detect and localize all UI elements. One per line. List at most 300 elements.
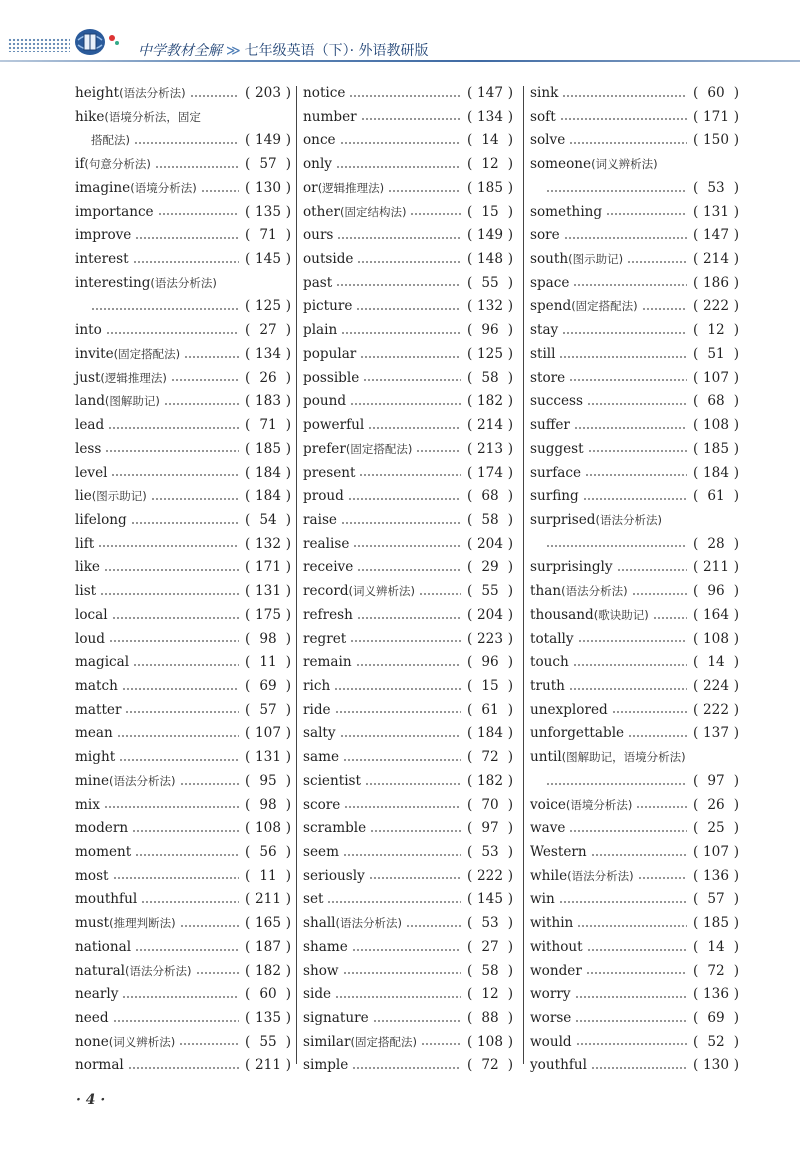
entry-headword: just	[75, 369, 101, 386]
paren-open: (	[245, 535, 251, 552]
entry-headword: record	[303, 583, 349, 600]
entry-word	[530, 153, 739, 176]
paren-open: (	[467, 132, 473, 149]
index-entry	[75, 82, 291, 105]
page-reference	[245, 438, 291, 461]
entry-method-note: (语境分析法)	[565, 797, 633, 812]
page-reference	[467, 580, 513, 603]
page-ref-number: 125	[477, 345, 503, 362]
page-reference	[467, 177, 513, 200]
entry-word	[75, 936, 131, 959]
page-ref-number: 211	[255, 891, 281, 908]
paren-open: (	[693, 1057, 699, 1074]
page-reference	[467, 604, 513, 627]
dot-leader	[369, 877, 461, 879]
index-entry	[303, 438, 513, 461]
paren-close: )	[285, 464, 291, 481]
paren-close: )	[733, 606, 739, 623]
paren-close: )	[733, 796, 739, 813]
page-reference	[693, 983, 739, 1006]
dot-leader	[343, 854, 461, 856]
page-ref-number: 14	[481, 132, 499, 149]
entry-word	[303, 153, 332, 176]
index-entry	[530, 888, 739, 911]
dot-leader	[337, 237, 461, 239]
entry-headword: pound	[303, 393, 347, 410]
paren-open: (	[693, 915, 699, 932]
index-entry	[303, 153, 513, 176]
paren-close: )	[507, 867, 513, 884]
page-ref-number: 107	[703, 844, 729, 860]
entry-headword: regret	[303, 630, 347, 647]
page-ref-number: 134	[255, 345, 281, 362]
dot-leader	[569, 830, 687, 832]
paren-close: )	[285, 322, 291, 339]
paren-close: )	[285, 891, 291, 908]
paren-close: )	[507, 464, 513, 481]
index-entry	[303, 201, 513, 224]
paren-open: (	[693, 701, 699, 718]
page-ref-number: 14	[707, 654, 725, 671]
page-reference	[245, 912, 291, 935]
entry-headword: possible	[303, 369, 360, 386]
dot-leader	[416, 450, 461, 452]
entry-word	[530, 295, 638, 318]
entry-headword: worse	[530, 1010, 572, 1027]
paren-open: (	[245, 844, 251, 860]
page-ref-number: 55	[481, 274, 499, 291]
entry-word	[303, 912, 402, 935]
dot-leader	[336, 166, 461, 168]
index-entry	[303, 580, 513, 603]
dot-leader	[340, 142, 461, 144]
paren-open: (	[245, 1010, 251, 1027]
page-reference	[245, 651, 291, 674]
page-reference	[693, 936, 739, 959]
page-reference	[245, 153, 291, 176]
index-entry	[75, 651, 291, 674]
paren-open: (	[467, 772, 473, 789]
index-entry	[530, 177, 739, 200]
dot-leader	[91, 308, 239, 310]
entry-word	[530, 248, 623, 271]
entry-method-note: (固定搭配法)	[113, 346, 181, 361]
page-reference	[467, 390, 513, 413]
index-entry	[530, 699, 739, 722]
paren-open: (	[693, 891, 699, 908]
page-reference	[245, 319, 291, 342]
page-reference	[693, 129, 739, 152]
index-entry	[75, 153, 291, 176]
dot-leader	[104, 569, 239, 571]
page-reference	[693, 201, 739, 224]
dot-leader	[410, 213, 461, 215]
paren-close: )	[733, 559, 739, 576]
entry-headword: someone	[530, 156, 592, 173]
paren-close: )	[285, 820, 291, 837]
page-reference	[467, 722, 513, 745]
paren-open: (	[467, 915, 473, 932]
index-entry	[303, 295, 513, 318]
entry-method-note: (图示助记)	[91, 489, 147, 504]
index-entry	[303, 841, 513, 864]
paren-close: )	[285, 725, 291, 742]
page-reference	[245, 414, 291, 437]
paren-open: (	[467, 891, 473, 908]
entry-word	[75, 960, 192, 983]
index-entry	[75, 319, 291, 342]
entry-word	[75, 580, 96, 603]
entry-method-note: (语法分析法)	[125, 963, 192, 978]
page-ref-number: 184	[703, 464, 729, 481]
page-reference	[693, 533, 739, 556]
dot-leader	[352, 1067, 461, 1069]
index-entry	[303, 82, 513, 105]
page-reference	[693, 1031, 739, 1054]
entry-headword: success	[530, 393, 583, 410]
entry-word	[303, 628, 346, 651]
dot-leader	[113, 1020, 239, 1022]
index-entry	[75, 343, 291, 366]
page-ref-number: 61	[481, 701, 499, 718]
paren-close: )	[507, 203, 513, 220]
dot-leader	[357, 261, 461, 263]
entry-word	[530, 319, 558, 342]
entry-word	[75, 746, 115, 769]
page-reference	[467, 628, 513, 651]
page-reference	[467, 248, 513, 271]
entry-word	[75, 177, 197, 200]
index-entry	[75, 295, 291, 318]
dot-leader	[569, 688, 687, 690]
dot-leader	[591, 1067, 687, 1069]
index-entry	[303, 770, 513, 793]
page-ref-number: 60	[259, 986, 277, 1003]
entry-word	[303, 533, 349, 556]
dot-leader	[357, 569, 461, 571]
index-entry	[303, 248, 513, 271]
entry-headword: shall	[303, 915, 336, 932]
entry-headword: nearly	[75, 986, 119, 1003]
entry-headword: seriously	[303, 867, 365, 884]
index-entry	[530, 201, 739, 224]
index-entry	[75, 841, 291, 864]
entry-headword: suffer	[530, 417, 570, 434]
page-ref-number: 148	[477, 251, 503, 268]
index-entry	[530, 485, 739, 508]
index-entry	[530, 628, 739, 651]
index-entry	[75, 770, 291, 793]
entry-word	[303, 722, 336, 745]
index-entry	[75, 129, 291, 152]
page-ref-number: 97	[481, 820, 499, 837]
entry-headword: plain	[303, 322, 338, 339]
paren-close: )	[507, 1010, 513, 1027]
paren-close: )	[733, 1033, 739, 1050]
page-reference	[467, 485, 513, 508]
dot-leader	[356, 308, 461, 310]
dot-leader	[125, 711, 239, 713]
entry-method-note: (逻辑推理法)	[100, 370, 167, 385]
paren-close: )	[285, 867, 291, 884]
dot-leader	[334, 688, 461, 690]
page-reference	[467, 106, 513, 129]
entry-method-note: (逻辑推理法)	[317, 180, 385, 195]
paren-close: )	[285, 535, 291, 552]
entry-method-note: (语境分析法，固定	[104, 109, 201, 124]
entry-method-note: (固定搭配法)	[571, 299, 638, 314]
page-ref-number: 174	[477, 464, 503, 481]
page-ref-number: 53	[707, 179, 725, 196]
index-entry	[530, 604, 739, 627]
index-entry	[530, 367, 739, 390]
dot-leader	[419, 593, 461, 595]
entry-headword: level	[75, 464, 108, 481]
dot-leader	[135, 854, 239, 856]
paren-close: )	[507, 962, 513, 979]
entry-headword: surprised	[530, 511, 596, 528]
page-reference	[693, 390, 739, 413]
paren-close: )	[507, 132, 513, 149]
entry-headword: lifelong	[75, 511, 127, 528]
entry-word	[303, 1054, 348, 1077]
entry-method-note: (词义辨析法)	[591, 157, 658, 172]
dot-leader	[356, 664, 461, 666]
page-ref-number: 56	[259, 844, 277, 860]
page-reference	[693, 651, 739, 674]
paren-open: (	[693, 274, 699, 291]
dot-leader	[350, 640, 461, 642]
page-ref-number: 213	[477, 440, 503, 457]
paren-close: )	[733, 132, 739, 149]
paren-close: )	[507, 369, 513, 386]
page-reference	[467, 1007, 513, 1030]
dot-leader	[180, 925, 239, 927]
entry-word	[530, 936, 583, 959]
entry-headword: still	[530, 345, 556, 362]
dot-leader	[158, 213, 239, 215]
entry-word	[75, 153, 151, 176]
paren-close: )	[733, 298, 739, 315]
paren-open: (	[693, 796, 699, 813]
entry-headword: interesting	[75, 274, 151, 291]
index-entry	[530, 1031, 739, 1054]
entry-word	[303, 177, 384, 200]
dot-leader	[122, 688, 239, 690]
entry-headword: wave	[530, 820, 566, 837]
paren-open: (	[467, 345, 473, 362]
page-ref-number: 222	[477, 867, 503, 884]
entry-headword: store	[530, 369, 566, 386]
paren-open: (	[245, 132, 251, 149]
dot-leader	[108, 427, 239, 429]
page-reference	[693, 556, 739, 579]
paren-open: (	[693, 820, 699, 837]
entry-headword: like	[75, 559, 100, 576]
paren-close: )	[507, 345, 513, 362]
index-entry	[303, 106, 513, 129]
dot-leader	[617, 569, 687, 571]
index-entry	[75, 462, 291, 485]
paren-close: )	[285, 844, 291, 860]
index-entry	[303, 414, 513, 437]
entry-headword: ours	[303, 227, 334, 244]
page-reference	[693, 817, 739, 840]
page-reference	[693, 177, 739, 200]
entry-headword: or	[303, 179, 318, 196]
index-entry	[75, 177, 291, 200]
entry-method-note: (固定搭配法)	[345, 441, 413, 456]
paren-open: (	[245, 820, 251, 837]
index-entry	[530, 912, 739, 935]
page-ref-number: 107	[703, 369, 729, 386]
page-ref-number: 15	[481, 203, 499, 220]
paren-close: )	[733, 393, 739, 410]
entry-headword: modern	[75, 820, 129, 837]
paren-close: )	[285, 156, 291, 173]
entry-word	[303, 485, 344, 508]
dot-leader	[341, 332, 461, 334]
dot-leader	[155, 166, 239, 168]
paren-close: )	[733, 654, 739, 671]
paren-open: (	[693, 677, 699, 694]
paren-close: )	[285, 915, 291, 932]
paren-open: (	[467, 203, 473, 220]
dot-leader	[575, 996, 688, 998]
dot-leader	[343, 759, 461, 761]
entry-headword: sink	[530, 85, 559, 101]
entry-headword: sore	[530, 227, 560, 244]
dot-leader	[562, 95, 687, 97]
page-number: · 4 ·	[76, 1092, 106, 1108]
page-ref-number: 98	[259, 630, 277, 647]
paren-open: (	[693, 203, 699, 220]
entry-headword: present	[303, 464, 356, 481]
entry-word	[75, 390, 160, 413]
index-entry	[75, 960, 291, 983]
paren-close: )	[733, 251, 739, 268]
paren-close: )	[507, 1033, 513, 1050]
dot-leader	[546, 545, 687, 547]
entry-word	[303, 983, 331, 1006]
entry-word	[530, 817, 565, 840]
dot-leader	[569, 379, 687, 381]
entry-method-note: (词义辨析法)	[108, 1034, 176, 1049]
paren-open: (	[693, 322, 699, 339]
entry-headword: spend	[530, 298, 572, 315]
entry-headword: within	[530, 915, 574, 932]
paren-close: )	[507, 559, 513, 576]
page-reference	[467, 295, 513, 318]
entry-word	[303, 960, 339, 983]
paren-open: (	[245, 749, 251, 766]
page-ref-number: 131	[255, 749, 281, 766]
paren-close: )	[285, 986, 291, 1003]
dot-leader	[562, 332, 687, 334]
index-entry	[303, 722, 513, 745]
paren-close: )	[285, 677, 291, 694]
page-reference	[245, 224, 291, 247]
page-reference	[467, 865, 513, 888]
paren-close: )	[733, 725, 739, 742]
page-ref-number: 204	[477, 535, 503, 552]
page-ref-number: 145	[255, 251, 281, 268]
page-reference	[693, 960, 739, 983]
page-ref-number: 58	[481, 369, 499, 386]
paren-open: (	[467, 488, 473, 505]
page-ref-number: 69	[259, 677, 277, 694]
dot-leader	[201, 190, 239, 192]
paren-close: )	[733, 677, 739, 694]
page-ref-number: 52	[707, 1033, 725, 1050]
entry-word	[530, 485, 579, 508]
index-entry	[75, 604, 291, 627]
dot-leader	[632, 593, 687, 595]
paren-open: (	[467, 725, 473, 742]
page-ref-number: 183	[255, 393, 281, 410]
page-reference	[245, 82, 291, 105]
paren-open: (	[245, 488, 251, 505]
page-reference	[245, 817, 291, 840]
entry-word	[303, 201, 406, 224]
entry-word	[530, 1007, 571, 1030]
dot-leader	[105, 450, 239, 452]
index-entry	[530, 462, 739, 485]
entry-word	[75, 485, 147, 508]
paren-open: (	[693, 85, 699, 101]
index-entry	[530, 770, 739, 793]
entry-headword: list	[75, 583, 97, 600]
paren-close: )	[733, 535, 739, 552]
dot-leader	[368, 427, 461, 429]
paren-open: (	[467, 535, 473, 552]
entry-word	[303, 414, 364, 437]
page-reference	[693, 699, 739, 722]
dot-leader	[111, 474, 239, 476]
paren-open: (	[693, 1033, 699, 1050]
page-reference	[467, 960, 513, 983]
paren-close: )	[507, 535, 513, 552]
index-entry	[303, 604, 513, 627]
page-ref-number: 88	[481, 1010, 499, 1027]
entry-method-note: (固定结构法)	[339, 204, 407, 219]
paren-open: (	[693, 132, 699, 149]
paren-close: )	[285, 203, 291, 220]
dot-leader	[184, 356, 239, 358]
page-reference	[693, 414, 739, 437]
paren-close: )	[285, 1033, 291, 1050]
entry-word	[530, 414, 570, 437]
page-reference	[693, 319, 739, 342]
entry-word	[303, 817, 366, 840]
page-ref-number: 132	[477, 298, 503, 315]
page-ref-number: 136	[703, 986, 729, 1003]
page-reference	[693, 770, 739, 793]
page-reference	[245, 699, 291, 722]
index-entry	[303, 628, 513, 651]
paren-close: )	[285, 511, 291, 528]
entry-word	[530, 841, 587, 864]
paren-close: )	[285, 583, 291, 600]
page-reference	[693, 675, 739, 698]
dot-leader	[190, 95, 239, 97]
entry-word	[303, 106, 357, 129]
page-header	[0, 0, 800, 62]
entry-word	[303, 770, 361, 793]
dot-leader	[100, 593, 239, 595]
paren-open: (	[467, 179, 473, 196]
paren-close: )	[507, 796, 513, 813]
